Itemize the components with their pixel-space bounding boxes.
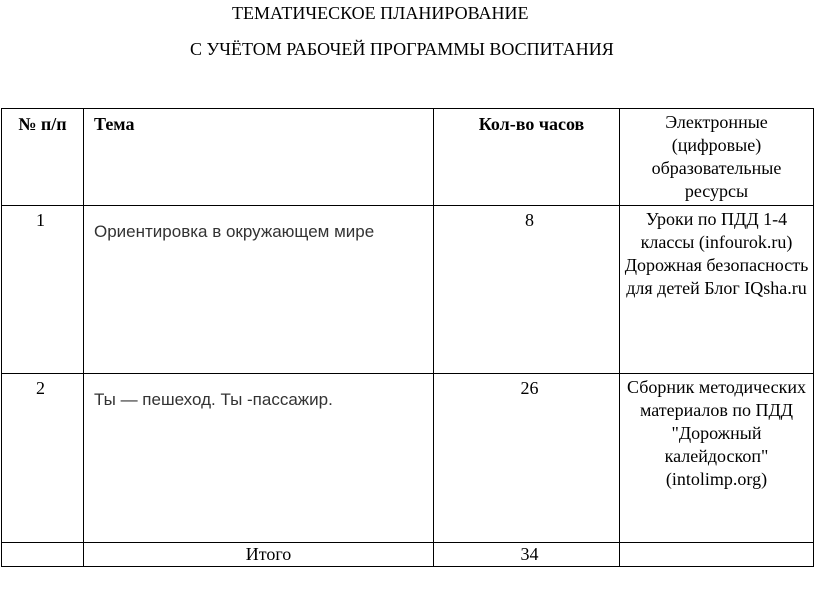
table-total-row	[2, 543, 814, 567]
row-topic: Ориентировка в окружающем мире	[84, 206, 434, 374]
header-hours: Кол-во часов	[434, 109, 620, 206]
table-header-row	[2, 109, 814, 206]
row-resources: Уроки по ПДД 1-4 классы (infourok.ru) Дорожная безопасность для детей Блог IQsha.ru	[620, 206, 814, 374]
header-resources: Электронные (цифровые) образовательные ресурсы	[620, 109, 814, 206]
total-empty-resources	[620, 543, 814, 567]
table-row	[2, 374, 814, 543]
row-topic: Ты — пешеход. Ты -пассажир.	[84, 374, 434, 543]
document-subtitle: С УЧЁТОМ РАБОЧЕЙ ПРОГРАММЫ ВОСПИТАНИЯ	[190, 39, 614, 59]
document-title: ТЕМАТИЧЕСКОЕ ПЛАНИРОВАНИЕ	[232, 3, 529, 23]
table-row	[2, 206, 814, 374]
row-num: 2	[2, 374, 84, 543]
row-resources: Сборник методических материалов по ПДД "Дорожный калейдоскоп" (intolimp.org)	[620, 374, 814, 543]
total-empty-cell	[2, 543, 84, 567]
row-hours: 26	[434, 374, 620, 543]
header-num: № п/п	[2, 109, 84, 206]
row-hours: 8	[434, 206, 620, 374]
row-num: 1	[2, 206, 84, 374]
planning-table	[1, 108, 814, 567]
total-hours: 34	[434, 543, 620, 567]
total-label: Итого	[84, 543, 434, 567]
header-topic: Тема	[84, 109, 434, 206]
